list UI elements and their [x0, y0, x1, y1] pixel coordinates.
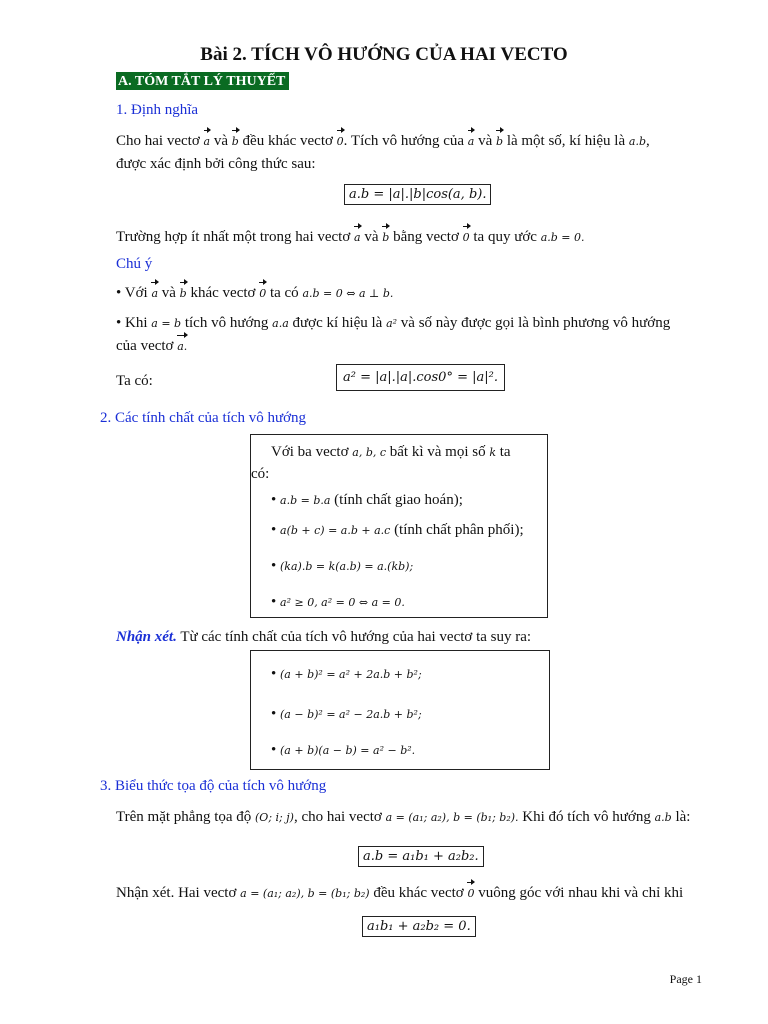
coordinate-system: (O; i; j) — [255, 811, 294, 824]
text: (tính chất giao hoán); — [334, 492, 463, 508]
text: đều khác vectơ — [373, 885, 464, 901]
text: bằng vectơ — [393, 229, 459, 245]
property-item: • (ka).b = k(a.b) = a.(kb); — [271, 558, 414, 574]
text: của vectơ — [116, 338, 174, 354]
text: (tính chất phân phối); — [394, 522, 524, 538]
dot-product-symbol: a.b — [654, 811, 672, 824]
text: Từ các tính chất của tích vô hướng của hai vectơ ta suy ra: — [180, 629, 532, 645]
text: và số này được gọi là bình phương vô hướng — [400, 315, 671, 331]
text: là một số, kí hiệu là — [506, 133, 626, 149]
remark-item: • (a + b)² = a² + 2a.b + b²; — [271, 666, 422, 682]
formula-inline: a = (a₁; a₂), b = (b₁; b₂) — [240, 887, 370, 900]
formula-perpendicular: a₁b₁ + a₂b₂ = 0. — [362, 916, 476, 937]
formula-definition: a.b = |a|.|b|cos(a, b). — [344, 184, 491, 205]
text: ta có — [269, 285, 299, 301]
text: Với ba vectơ — [271, 444, 349, 460]
formula-inline: a(b + c) = a.b + a.c — [280, 524, 391, 537]
formula-inline: a = b — [151, 317, 182, 330]
text: Khi đó tích vô hướng — [522, 809, 651, 825]
text: và — [478, 133, 493, 149]
text: Trên mặt phẳng tọa độ — [116, 809, 252, 825]
heading-note: Chú ý — [116, 256, 153, 272]
text: đều khác vectơ — [242, 133, 333, 149]
formula-square: a² = |a|.|a|.cos0° = |a|². — [336, 364, 505, 391]
properties-intro-2: có: — [251, 466, 270, 482]
dot-product-symbol: a.b — [628, 135, 646, 148]
properties-box — [250, 434, 548, 618]
vector-b: b — [232, 131, 239, 153]
vector-a: a — [468, 131, 475, 153]
text: vuông góc với nhau khi và chỉ khi — [478, 885, 684, 901]
remark-paragraph — [116, 626, 531, 648]
text: được kí hiệu là — [292, 315, 383, 331]
bullet: • — [116, 285, 122, 301]
remark-label: Nhận xét. — [116, 629, 177, 645]
remark-item: • (a − b)² = a² − 2a.b + b²; — [271, 706, 422, 722]
text: Trường hợp ít nhất một trong hai vectơ — [116, 229, 351, 245]
vector-b: b — [180, 283, 187, 305]
heading-definition: 1. Định nghĩa — [116, 102, 199, 118]
definition-paragraph: Cho hai vectơ a và b đều khác vectơ 0. Tích vô hướng của a và b là một số, kí hiệu là a.b, được xác định bởi công thức sau: — [116, 133, 650, 172]
formula-inline: a² — [386, 317, 398, 330]
bullet: • — [116, 315, 122, 331]
text: tích vô hướng — [184, 315, 269, 331]
section-heading-a: A. TÓM TẮT LÝ THUYẾT — [116, 72, 289, 90]
text: ta — [499, 444, 511, 460]
text: là: — [675, 809, 691, 825]
formula-inline: (a + b)(a − b) = a² − b². — [280, 744, 416, 757]
property-item: • a² ≥ 0, a² = 0 ⇔ a = 0. — [271, 594, 405, 610]
note2 — [116, 312, 716, 358]
text: ta quy ước — [473, 229, 537, 245]
property-item: • a.b = b.a (tính chất giao hoán); — [271, 492, 463, 508]
perpendicular-paragraph — [116, 882, 716, 905]
page-title: Bài 2. TÍCH VÔ HƯỚNG CỦA HAI VECTO — [200, 44, 568, 65]
zero-vector: 0 — [337, 131, 344, 153]
formula-inline: (a − b)² = a² − 2a.b + b²; — [280, 708, 422, 721]
text: bất kì và mọi số — [389, 444, 486, 460]
zero-vector: 0 — [467, 883, 474, 905]
note1 — [116, 282, 716, 305]
formula-inline: (ka).b = k(a.b) = a.(kb); — [280, 560, 414, 573]
vector-a: a. — [177, 336, 187, 358]
formula-coordinates: a.b = a₁b₁ + a₂b₂. — [358, 846, 484, 867]
remarks-box — [250, 650, 550, 770]
vectors-abc: a, b, c — [352, 446, 387, 459]
vector-a: a — [204, 131, 211, 153]
text: và — [161, 285, 176, 301]
page-number: Page 1 — [669, 972, 702, 986]
heading-coordinates: 3. Biểu thức tọa độ của tích vô hướng — [100, 778, 327, 794]
formula-inline: a.a — [272, 317, 289, 330]
remark-item: • (a + b)(a − b) = a² − b². — [271, 742, 416, 758]
properties-intro — [271, 441, 543, 464]
formula-inline: (a + b)² = a² + 2a.b + b²; — [280, 668, 422, 681]
formula-inline: a.b = b.a — [280, 494, 331, 507]
formula-inline: a² ≥ 0, a² = 0 ⇔ a = 0. — [280, 596, 405, 609]
zero-case-paragraph — [116, 226, 716, 249]
text: và — [213, 133, 228, 149]
text: được xác định bởi công thức sau: — [116, 156, 316, 172]
text: Nhận xét. Hai vectơ — [116, 885, 237, 901]
formula-inline: a.b = 0. — [540, 231, 585, 244]
text: Cho hai vectơ — [116, 133, 200, 149]
formula-inline: a.b = 0 ⇔ a ⊥ b. — [302, 287, 394, 300]
text: Khi — [125, 315, 148, 331]
zero-vector: 0 — [463, 227, 470, 249]
zero-vector: 0 — [259, 283, 266, 305]
vector-a: a — [354, 227, 361, 249]
taco-label: Ta có: — [116, 373, 153, 389]
vector-b: b — [496, 131, 503, 153]
vector-b: b — [382, 227, 389, 249]
text: và — [364, 229, 379, 245]
scalar-k: k — [489, 446, 497, 459]
formula-inline: a = (a₁; a₂), b = (b₁; b₂). — [385, 811, 519, 824]
text: , cho hai vectơ — [293, 809, 382, 825]
text: khác vectơ — [190, 285, 256, 301]
text: Với — [124, 285, 148, 301]
text: . Tích vô hướng của — [343, 133, 465, 149]
property-item: • a(b + c) = a.b + a.c (tính chất phân phối); — [271, 522, 524, 538]
vector-a: a — [151, 283, 158, 305]
heading-properties: 2. Các tính chất của tích vô hướng — [100, 410, 307, 426]
coordinates-paragraph — [116, 806, 716, 829]
